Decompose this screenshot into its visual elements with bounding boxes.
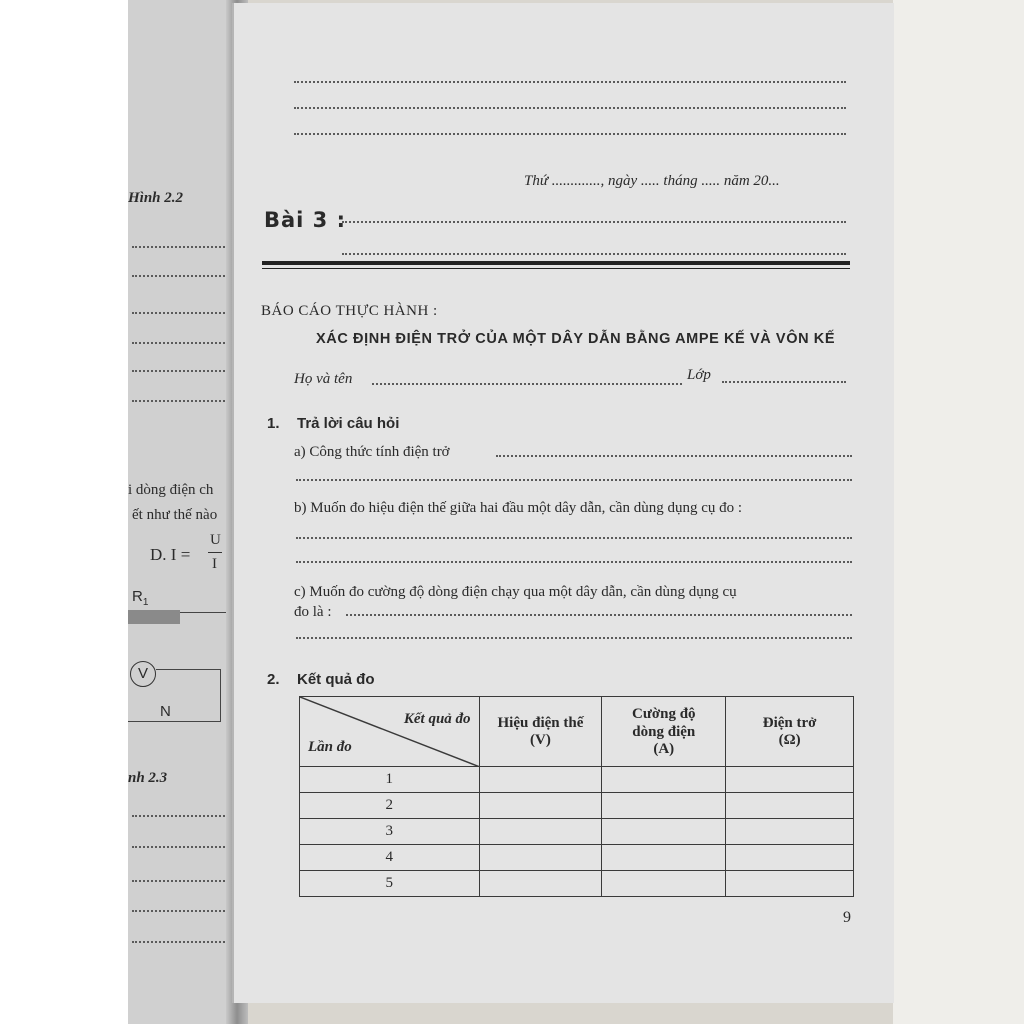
- section-1-title: Trả lời câu hỏi: [297, 415, 400, 432]
- wire: [220, 669, 221, 721]
- question-a: a) Công thức tính điện trở: [294, 444, 450, 460]
- figure-2-2-caption: Hình 2.2: [128, 190, 184, 206]
- resistance-cell[interactable]: [726, 845, 854, 871]
- answer-line: [296, 561, 852, 563]
- answer-line: [294, 133, 846, 135]
- answer-line: [296, 479, 852, 481]
- table-row: [300, 793, 854, 819]
- resistance-cell[interactable]: [726, 871, 854, 897]
- left-dotted-line: [132, 941, 236, 943]
- row-number: 4: [300, 845, 480, 871]
- fraction-bar: [208, 552, 222, 553]
- page-number: 9: [843, 909, 851, 926]
- answer-line: [294, 107, 846, 109]
- section-2-title: Kết quả đo: [297, 671, 375, 688]
- header-rule-thin: [262, 268, 850, 269]
- formula-denominator: I: [212, 556, 217, 572]
- row-number: 1: [300, 767, 480, 793]
- answer-line: [346, 614, 852, 616]
- header-rule-thick: [262, 261, 850, 265]
- voltage-cell[interactable]: [479, 819, 602, 845]
- current-cell[interactable]: [602, 819, 726, 845]
- answer-line: [496, 455, 852, 457]
- lesson-title-line: [342, 221, 846, 223]
- resistance-cell[interactable]: [726, 819, 854, 845]
- table-row: [300, 819, 854, 845]
- left-dotted-line: [132, 815, 236, 817]
- wire: [156, 669, 221, 670]
- resistance-cell[interactable]: [726, 793, 854, 819]
- left-dotted-line: [132, 910, 236, 912]
- report-title: XÁC ĐỊNH ĐIỆN TRỞ CỦA MỘT DÂY DẪN BẰNG AMPE KẾ VÀ VÔN KẾ: [316, 331, 836, 347]
- table-row: [300, 871, 854, 897]
- left-dotted-line: [132, 880, 236, 882]
- section-2-number: 2.: [267, 671, 280, 688]
- background-right: [893, 0, 1024, 1024]
- class-label: Lớp: [687, 367, 711, 383]
- column-header-resistance: Điện trở (Ω): [726, 697, 854, 767]
- left-dotted-line: [132, 312, 232, 314]
- column-header-voltage: Hiệu điện thế (V): [479, 697, 602, 767]
- formula-prefix: D. I =: [150, 545, 191, 564]
- table-row: [300, 845, 854, 871]
- voltage-cell[interactable]: [479, 871, 602, 897]
- answer-line: [294, 81, 846, 83]
- node-label: N: [160, 703, 171, 720]
- table-row: [300, 767, 854, 793]
- resistor-bar: [128, 610, 180, 624]
- question-c-line-1: c) Muốn đo cường độ dòng điện chạy qua một dây dẫn, cần dùng dụng cụ: [294, 584, 737, 600]
- row-number: 2: [300, 793, 480, 819]
- formula-numerator: U: [210, 532, 221, 548]
- left-dotted-line: [132, 246, 232, 248]
- results-table: [299, 696, 854, 897]
- current-cell[interactable]: [602, 845, 726, 871]
- voltmeter-symbol: V: [130, 661, 156, 687]
- row-number: 5: [300, 871, 480, 897]
- voltage-cell[interactable]: [479, 793, 602, 819]
- column-header-current: Cường độ dòng điện (A): [602, 697, 726, 767]
- left-dotted-line: [132, 400, 232, 402]
- table-header-row: [300, 697, 854, 767]
- voltage-cell[interactable]: [479, 767, 602, 793]
- left-text-line: ết như thế nào: [132, 507, 218, 523]
- figure-2-3-caption: nh 2.3: [128, 770, 168, 786]
- voltage-cell[interactable]: [479, 845, 602, 871]
- answer-line: [296, 637, 852, 639]
- left-text-line: i dòng điện ch: [128, 482, 214, 498]
- current-cell[interactable]: [602, 871, 726, 897]
- current-cell[interactable]: [602, 767, 726, 793]
- question-b: b) Muốn đo hiệu điện thế giữa hai đầu một dây dẫn, cần dùng dụng cụ đo :: [294, 500, 743, 516]
- current-cell[interactable]: [602, 793, 726, 819]
- background-left: [0, 0, 128, 1024]
- resistor-label: $R_1$: [132, 588, 149, 608]
- row-number: 3: [300, 819, 480, 845]
- report-heading: BÁO CÁO THỰC HÀNH :: [261, 303, 438, 319]
- lesson-label: Bài 3 :: [264, 208, 347, 232]
- name-label: Họ và tên: [294, 371, 353, 387]
- corner-diagonal: [300, 697, 480, 767]
- section-1-number: 1.: [267, 415, 280, 432]
- workbook-page: [232, 3, 894, 1003]
- corner-bottom-label: Lần đo: [308, 739, 352, 755]
- name-field-line: [372, 383, 682, 385]
- answer-line: [296, 537, 852, 539]
- left-dotted-line: [132, 846, 236, 848]
- wire: [128, 721, 221, 722]
- lesson-title-line: [342, 253, 846, 255]
- date-line: Thứ ............., ngày ..... tháng ..... năm 20...: [524, 173, 780, 189]
- left-dotted-line: [132, 370, 232, 372]
- resistance-cell[interactable]: [726, 767, 854, 793]
- left-dotted-line: [132, 275, 232, 277]
- class-field-line: [722, 381, 846, 383]
- corner-top-label: Kết quả đo: [403, 711, 471, 727]
- question-c-line-2: đo là :: [294, 604, 332, 620]
- left-dotted-line: [132, 342, 232, 344]
- table-corner-cell: [300, 697, 480, 767]
